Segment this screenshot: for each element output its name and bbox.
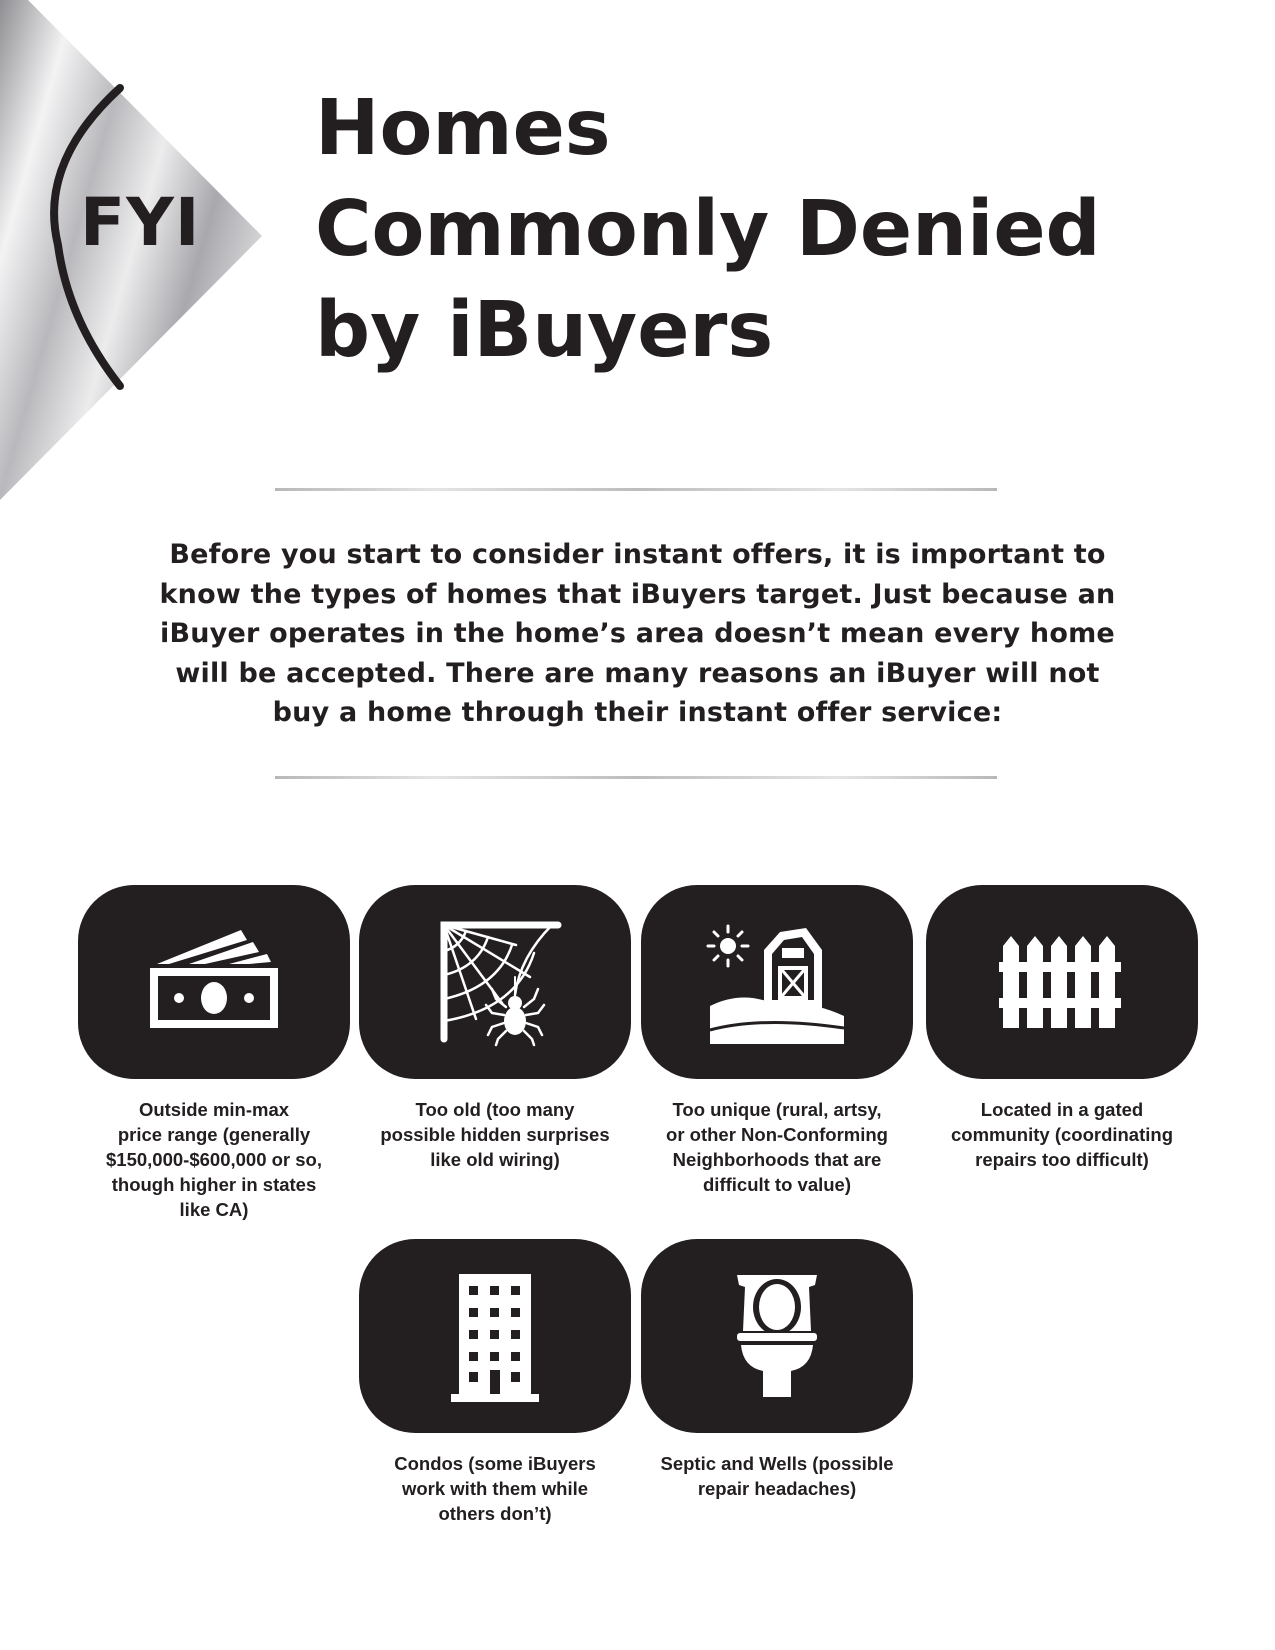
barn-icon [702,920,852,1045]
icon-tile [78,885,350,1079]
caption-line: repairs too difficult) [975,1149,1149,1170]
intro-paragraph [130,535,1145,733]
item-caption [78,1097,350,1222]
condo-building-icon [445,1266,545,1406]
caption-line: work with them while [401,1478,589,1499]
money-icon [139,922,289,1042]
toilet-icon [727,1271,827,1401]
caption-line: like old wiring) [430,1149,560,1170]
item-too-old [359,885,631,1172]
title-line: by iBuyers [315,286,774,375]
caption-line: difficult to value) [703,1174,851,1195]
item-septic-wells [641,1239,913,1501]
top-divider [275,488,997,491]
fence-icon [997,932,1127,1032]
title-line: Homes [315,84,611,173]
page-title [315,78,1215,381]
caption-line: price range (generally [117,1124,311,1145]
caption-line: $150,000-$600,000 or so, [106,1149,322,1170]
intro-line: know the types of homes that iBuyers target. Just because an [159,578,1116,610]
caption-line: Neighborhoods that are [672,1149,882,1170]
icon-tile [641,1239,913,1433]
intro-line: iBuyer operates in the home’s area doesn’t mean every home [160,618,1115,649]
caption-line: or other Non-Conforming [666,1124,888,1145]
item-caption [641,1097,913,1197]
intro-line: buy a home through their instant offer service: [272,697,1003,728]
cobweb-spider-icon [420,917,570,1047]
caption-line: Too unique (rural, artsy, [672,1099,882,1120]
item-price-range [78,885,350,1222]
item-caption [641,1451,913,1501]
caption-line: Condos (some iBuyers [394,1453,596,1474]
caption-line: like CA) [179,1199,249,1220]
caption-line: Too old (too many [415,1099,575,1120]
caption-line: possible hidden surprises [380,1124,610,1145]
caption-line: though higher in states [111,1174,317,1195]
item-condos [359,1239,631,1526]
item-too-unique [641,885,913,1197]
intro-line: Before you start to consider instant offers, it is important to [169,539,1106,570]
fyi-badge-label: FYI [80,184,201,261]
icon-tile [926,885,1198,1079]
item-gated-community [926,885,1198,1172]
icon-tile [359,885,631,1079]
caption-line: repair headaches) [697,1478,857,1499]
title-line: Commonly Denied [315,185,1101,274]
icon-tile [359,1239,631,1433]
intro-line: will be accepted. There are many reasons an iBuyer will not [175,657,1100,689]
caption-line: others don’t) [438,1503,552,1524]
item-caption [359,1097,631,1172]
bottom-divider [275,776,997,779]
caption-line: Outside min-max [138,1099,290,1120]
caption-line: Septic and Wells (possible [660,1453,894,1474]
caption-line: community (coordinating [951,1124,1173,1145]
item-caption [926,1097,1198,1172]
icon-tile [641,885,913,1079]
caption-line: Located in a gated [980,1099,1144,1120]
item-caption [359,1451,631,1526]
